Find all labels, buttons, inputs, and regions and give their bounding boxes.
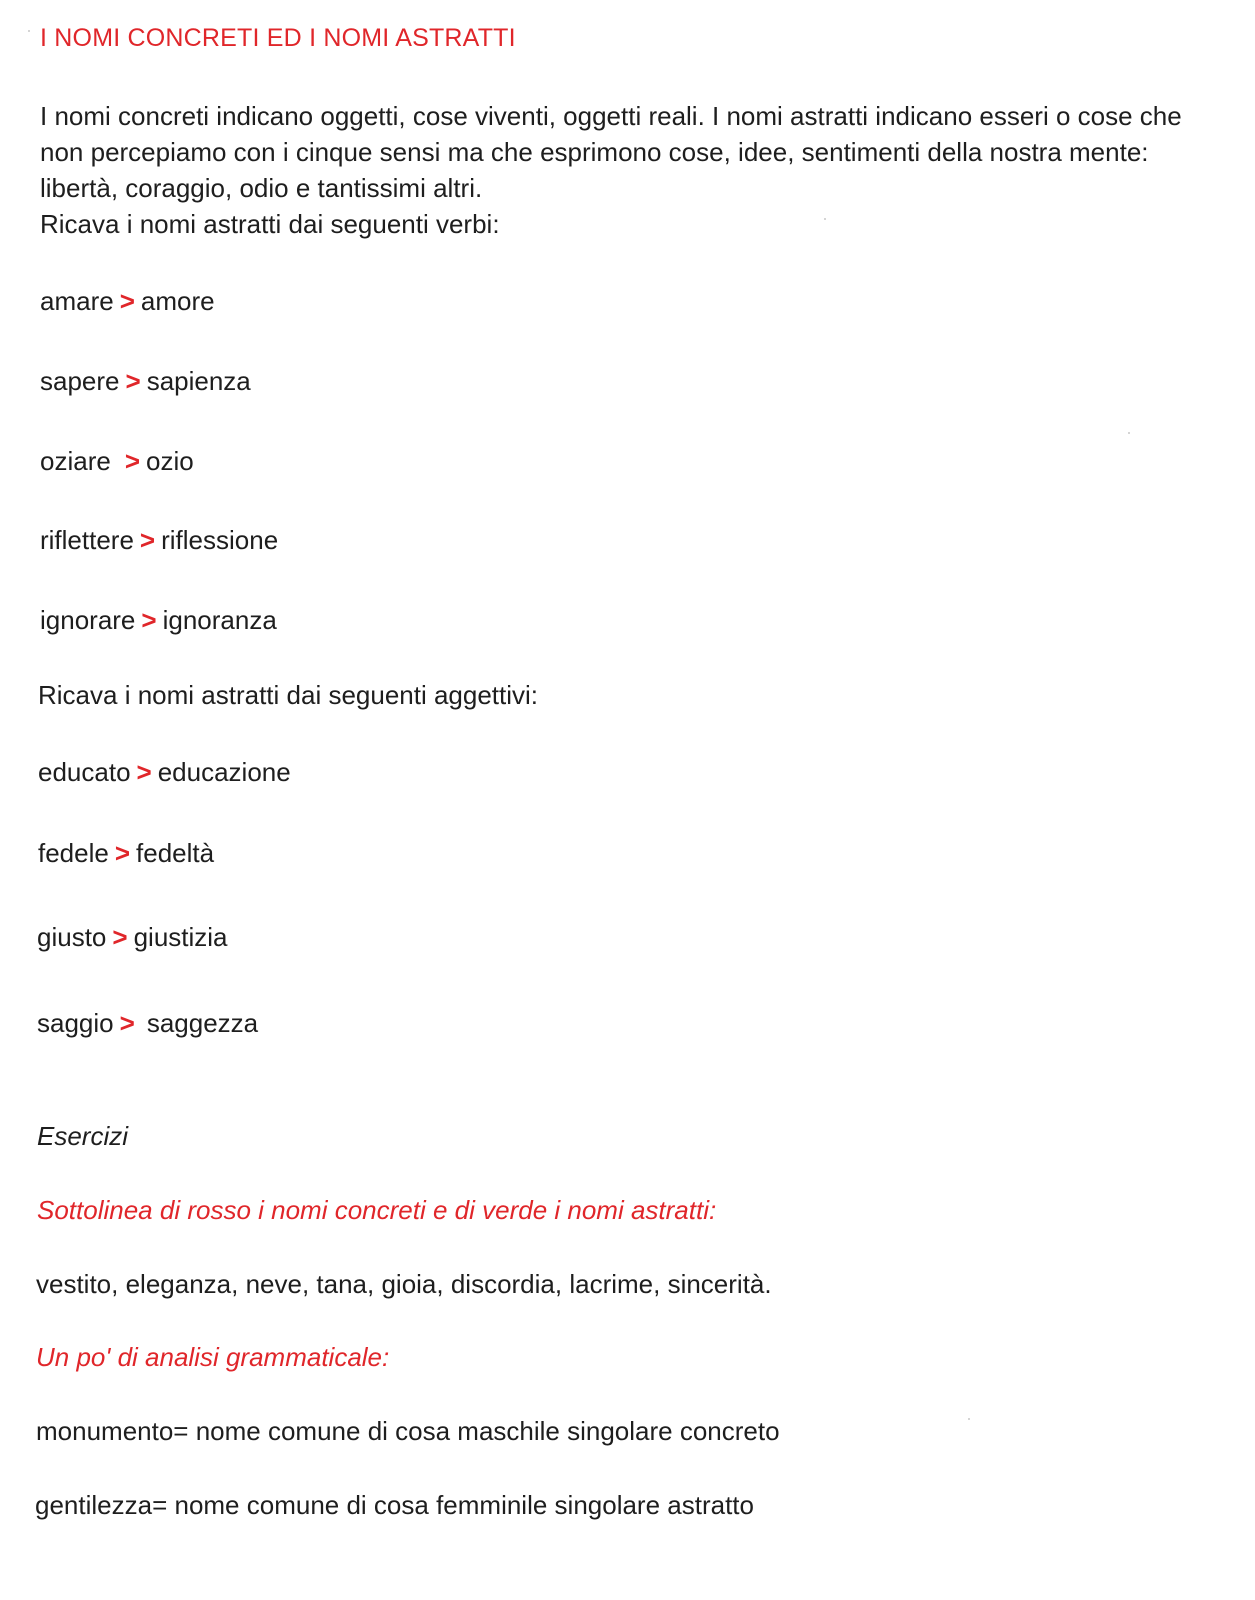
- verb-from: oziare: [40, 446, 111, 476]
- analysis-line: gentilezza= nome comune di cosa femminile singolare astratto: [35, 1490, 754, 1520]
- verb-to: sapienza: [146, 366, 251, 396]
- adjective-to: fedeltà: [136, 838, 215, 868]
- verb-to: amore: [140, 286, 215, 316]
- adjective-pair: [38, 757, 291, 788]
- arrow-icon: >: [125, 366, 141, 396]
- adjective-to: saggezza: [146, 1008, 259, 1038]
- page-title: I NOMI CONCRETI ED I NOMI ASTRATTI: [40, 24, 516, 52]
- arrow-icon: >: [141, 605, 157, 635]
- adjective-to: educazione: [157, 757, 291, 787]
- verb-from: ignorare: [40, 605, 136, 635]
- verb-from: sapere: [40, 366, 120, 396]
- exercises-heading: Esercizi: [37, 1121, 129, 1151]
- adjective-from: fedele: [38, 838, 109, 868]
- adjective-pair: [38, 838, 214, 869]
- verb-pair: [40, 366, 251, 397]
- verb-pair: [40, 446, 194, 477]
- adjective-pair: [37, 922, 228, 953]
- scan-speck: [968, 1418, 970, 1420]
- instruction-verbs: Ricava i nomi astratti dai seguenti verbi:: [40, 209, 500, 239]
- verb-pair: [40, 605, 277, 636]
- verb-pair: [40, 525, 278, 556]
- adjective-from: educato: [38, 757, 131, 787]
- verb-to: riflessione: [161, 525, 279, 555]
- instruction-adjectives: Ricava i nomi astratti dai seguenti aggettivi:: [38, 680, 539, 710]
- scan-speck: [1128, 432, 1130, 434]
- arrow-icon: >: [112, 922, 128, 952]
- exercise-task-underline: Sottolinea di rosso i nomi concreti e di verde i nomi astratti:: [37, 1195, 717, 1225]
- adjective-to: giustizia: [133, 922, 228, 952]
- verb-from: amare: [40, 286, 114, 316]
- intro-block: [40, 98, 1230, 242]
- arrow-icon: >: [136, 757, 152, 787]
- verb-to: ozio: [146, 446, 194, 476]
- arrow-icon: >: [124, 446, 141, 476]
- verb-pair: [40, 286, 215, 317]
- arrow-icon: >: [119, 1008, 135, 1038]
- scan-speck: [28, 30, 30, 32]
- adjective-pair: [37, 1008, 258, 1039]
- arrow-icon: >: [119, 286, 135, 316]
- exercise-word-list: vestito, eleganza, neve, tana, gioia, discordia, lacrime, sincerità.: [36, 1269, 772, 1299]
- verb-from: riflettere: [40, 525, 134, 555]
- exercise-task-analysis: Un po' di analisi grammaticale:: [36, 1342, 390, 1372]
- scan-speck: [824, 218, 826, 220]
- arrow-icon: >: [139, 525, 156, 555]
- adjective-from: saggio: [37, 1008, 114, 1038]
- intro-paragraph: I nomi concreti indicano oggetti, cose viventi, oggetti reali. I nomi astratti indicano esseri o cose che non percepiamo con i cinque sensi ma che esprimono cose, idee, sentimenti della nostra mente: libertà, coraggio, odio e tantissimi altri.: [40, 101, 1182, 203]
- adjective-from: giusto: [37, 922, 107, 952]
- analysis-line: monumento= nome comune di cosa maschile singolare concreto: [36, 1416, 780, 1446]
- verb-to: ignoranza: [162, 605, 277, 635]
- arrow-icon: >: [114, 838, 131, 868]
